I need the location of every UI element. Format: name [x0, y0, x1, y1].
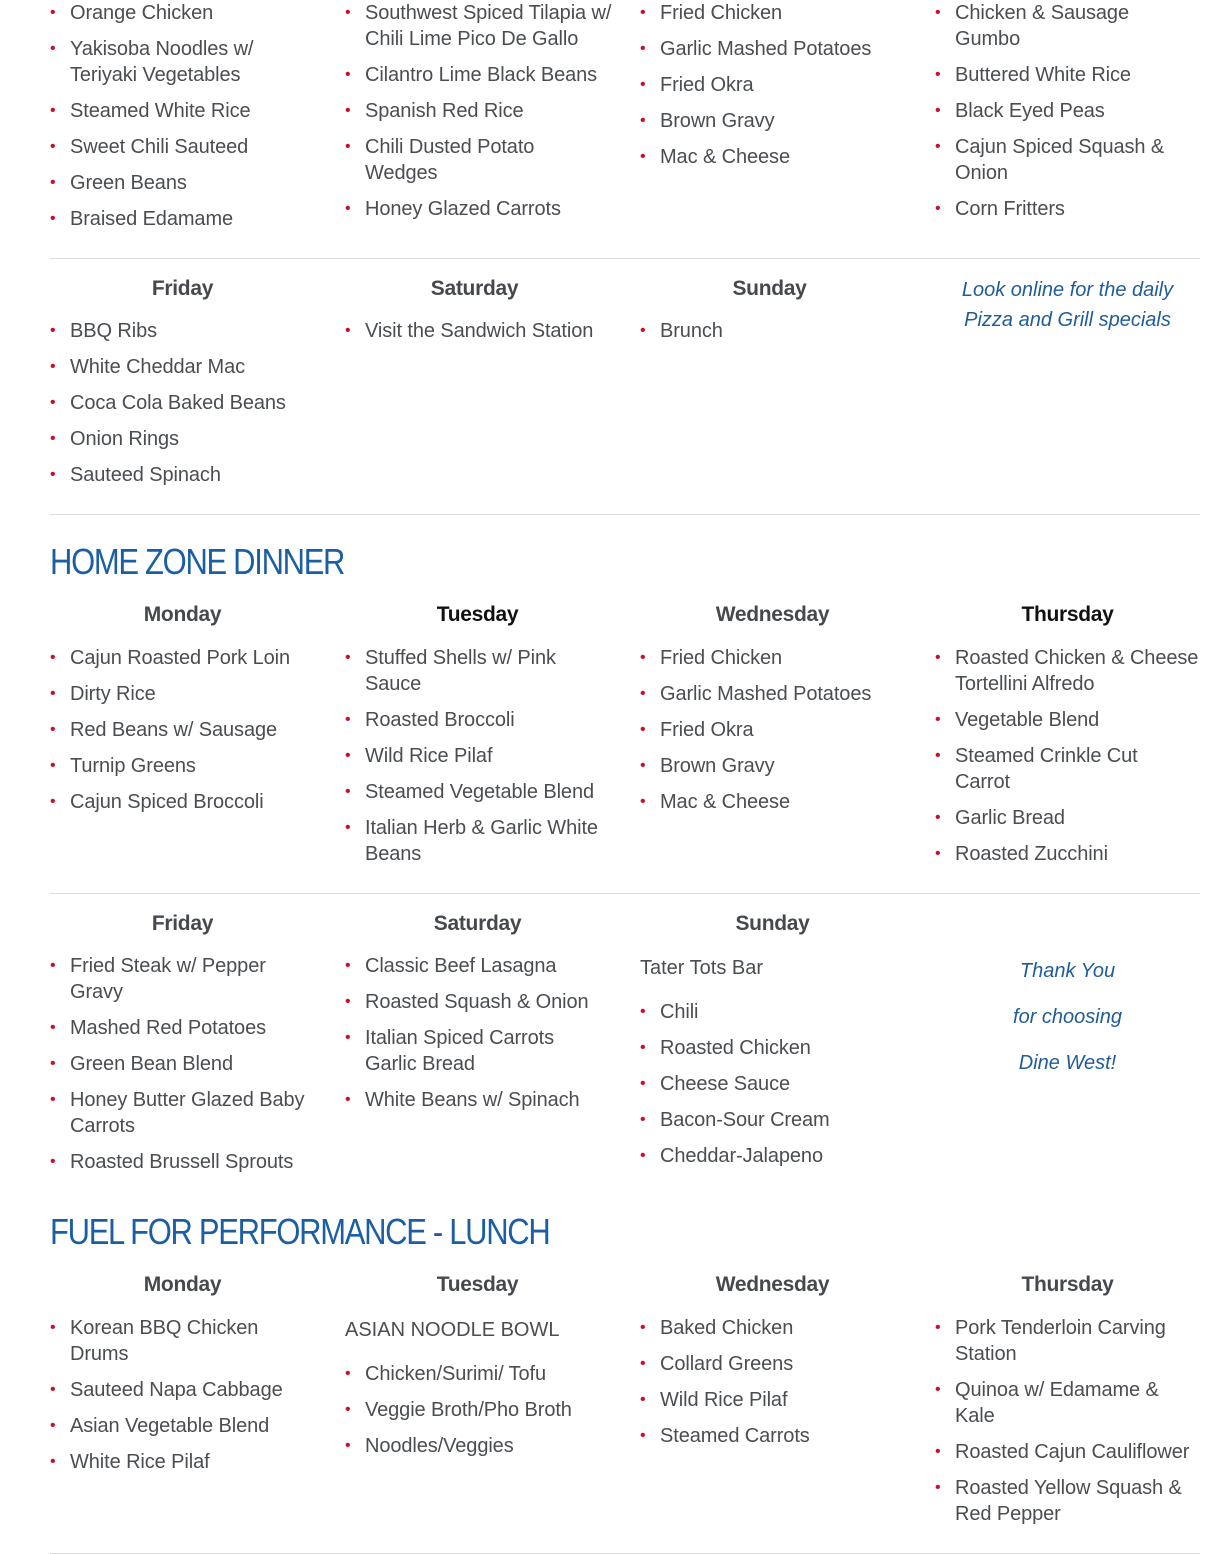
top-weekend-row — [50, 274, 1200, 498]
list-item: • Fried Okra — [640, 74, 754, 96]
bullet-icon: • — [50, 4, 56, 21]
bullet-icon: • — [50, 1319, 56, 1336]
list-item: • Asian Vegetable Blend — [50, 1415, 270, 1437]
day-column-friday — [50, 909, 345, 1185]
list-item: • Steamed Vegetable Blend — [345, 781, 594, 803]
list-item: • White Beans w/ Spinach — [345, 1089, 580, 1111]
dinner-weekday-row — [50, 600, 1200, 877]
menu-column — [345, 0, 640, 242]
list-item: • Chicken/Surimi/ Tofu — [345, 1363, 547, 1385]
bullet-icon: • — [50, 1381, 56, 1398]
bullet-icon: • — [935, 649, 941, 666]
list-item: • Roasted Squash & Onion — [345, 991, 589, 1013]
list-item: • Steamed Carrots — [640, 1425, 810, 1447]
bullet-icon: • — [640, 76, 646, 93]
bullet-icon: • — [640, 1319, 646, 1336]
list-item: • Stuffed Shells w/ Pink Sauce — [345, 647, 556, 695]
bullet-icon: • — [640, 721, 646, 738]
list-item: • BBQ Ribs — [50, 320, 158, 342]
list-item: • Italian Spiced Carrots Garlic Bread — [345, 1027, 555, 1075]
bullet-icon: • — [640, 1075, 646, 1092]
bullet-icon: • — [50, 685, 56, 702]
bullet-icon: • — [50, 322, 56, 339]
day-column-saturday — [345, 274, 640, 498]
day-header: Saturday — [430, 277, 519, 300]
list-item: • Fried Chicken — [640, 2, 783, 24]
list-item: • Cheddar-Jalapeno — [640, 1145, 823, 1167]
list-item: • Garlic Mashed Potatoes — [640, 38, 872, 60]
bullet-icon: • — [640, 1111, 646, 1128]
list-item: • Spanish Red Rice — [345, 100, 524, 122]
list-item: • Mashed Red Potatoes — [50, 1017, 267, 1039]
bullet-icon: • — [935, 845, 941, 862]
day-column-tuesday — [345, 600, 640, 877]
bullet-icon: • — [345, 783, 351, 800]
bullet-icon: • — [345, 66, 351, 83]
specials-note — [935, 274, 1200, 498]
day-header: Sunday — [732, 277, 807, 300]
bullet-icon: • — [50, 102, 56, 119]
bullet-icon: • — [935, 66, 941, 83]
section-title-fuel-for-performance-lunch: FUEL FOR PERFORMANCE - LUNCH — [50, 1211, 550, 1252]
bullet-icon: • — [50, 466, 56, 483]
divider — [50, 514, 1200, 515]
item-list — [640, 645, 935, 815]
bullet-icon: • — [640, 757, 646, 774]
bullet-icon: • — [345, 957, 351, 974]
list-item: • Garlic Bread — [935, 807, 1065, 829]
menu-column — [935, 0, 1200, 242]
list-item: • Veggie Broth/Pho Broth — [345, 1399, 572, 1421]
list-item: • Chili — [640, 1001, 699, 1023]
bullet-icon: • — [50, 430, 56, 447]
item-list — [640, 1315, 935, 1449]
item-list — [50, 953, 345, 1175]
list-item: • Coca Cola Baked Beans — [50, 392, 286, 414]
item-list — [935, 645, 1200, 867]
item-list — [935, 0, 1200, 222]
list-item: • Fried Chicken — [640, 647, 783, 669]
day-column-wednesday — [640, 600, 935, 877]
list-item: • Wild Rice Pilaf — [345, 745, 493, 767]
day-header: Friday — [151, 912, 214, 935]
bullet-icon: • — [50, 1417, 56, 1434]
bullet-icon: • — [345, 819, 351, 836]
bullet-icon: • — [50, 1091, 56, 1108]
bullet-icon: • — [50, 1153, 56, 1170]
bullet-icon: • — [50, 138, 56, 155]
list-item: • Mac & Cheese — [640, 146, 790, 168]
bullet-icon: • — [345, 711, 351, 728]
list-item: • Quinoa w/ Edamame & Kale — [935, 1379, 1159, 1427]
list-item: • Steamed Crinkle Cut Carrot — [935, 745, 1138, 793]
bullet-icon: • — [935, 711, 941, 728]
menu-column — [640, 0, 935, 242]
bullet-icon: • — [50, 1453, 56, 1470]
bullet-icon: • — [935, 1443, 941, 1460]
bullet-icon: • — [50, 174, 56, 191]
item-list — [50, 1315, 345, 1475]
station-subtitle: ASIAN NOODLE BOWL — [345, 1319, 560, 1341]
item-list — [345, 953, 640, 1113]
note-line: Dine West! — [1018, 1052, 1117, 1074]
bullet-icon: • — [345, 1029, 351, 1046]
note-line: Thank You — [1019, 960, 1116, 982]
bullet-icon: • — [50, 394, 56, 411]
list-item: • Honey Glazed Carrots — [345, 198, 561, 220]
divider — [50, 893, 1200, 894]
item-list — [50, 0, 345, 232]
list-item: • Noodles/Veggies — [345, 1435, 514, 1457]
thank-you-note — [935, 909, 1200, 1185]
list-item: • Collard Greens — [640, 1353, 794, 1375]
bullet-icon: • — [640, 1003, 646, 1020]
bullet-icon: • — [640, 322, 646, 339]
day-column-wednesday — [640, 1270, 935, 1537]
bullet-icon: • — [640, 1147, 646, 1164]
item-list — [640, 0, 935, 170]
bullet-icon: • — [640, 112, 646, 129]
day-header: Saturday — [433, 912, 522, 935]
item-list — [345, 318, 640, 344]
list-item: • Honey Butter Glazed Baby Carrots — [50, 1089, 305, 1137]
day-column-thursday — [935, 600, 1200, 877]
bullet-icon: • — [640, 1427, 646, 1444]
list-item: • Baked Chicken — [640, 1317, 794, 1339]
bullet-icon: • — [935, 102, 941, 119]
bullet-icon: • — [50, 793, 56, 810]
day-header: Thursday — [1021, 1273, 1114, 1296]
bullet-icon: • — [345, 322, 351, 339]
day-header: Tuesday — [436, 603, 519, 626]
list-item: • Green Bean Blend — [50, 1053, 233, 1075]
list-item: • Fried Steak w/ Pepper Gravy — [50, 955, 266, 1003]
list-item: • Cajun Spiced Squash & Onion — [935, 136, 1165, 184]
list-item: • Orange Chicken — [50, 2, 214, 24]
day-header: Monday — [143, 603, 222, 626]
list-item: • Fried Okra — [640, 719, 754, 741]
bullet-icon: • — [345, 993, 351, 1010]
bullet-icon: • — [345, 747, 351, 764]
list-item: • Chicken & Sausage Gumbo — [935, 2, 1129, 50]
list-item: • Vegetable Blend — [935, 709, 1100, 731]
list-item: • Dirty Rice — [50, 683, 156, 705]
bullet-icon: • — [50, 757, 56, 774]
item-list — [640, 999, 935, 1169]
list-item: • Buttered White Rice — [935, 64, 1131, 86]
bullet-icon: • — [50, 210, 56, 227]
list-item: • Chili Dusted Potato Wedges — [345, 136, 535, 184]
bullet-icon: • — [345, 1437, 351, 1454]
bullet-icon: • — [50, 1019, 56, 1036]
list-item: • Visit the Sandwich Station — [345, 320, 594, 342]
bullet-icon: • — [935, 747, 941, 764]
bullet-icon: • — [640, 148, 646, 165]
list-item: • Braised Edamame — [50, 208, 234, 230]
list-item: • Yakisoba Noodles w/ Teriyaki Vegetables — [50, 38, 254, 86]
bullet-icon: • — [50, 1055, 56, 1072]
list-item: • Italian Herb & Garlic White Beans — [345, 817, 598, 865]
section-title-home-zone-dinner: HOME ZONE DINNER — [50, 541, 345, 582]
bullet-icon: • — [935, 4, 941, 21]
bullet-icon: • — [50, 649, 56, 666]
list-item: • Cheese Sauce — [640, 1073, 791, 1095]
bullet-icon: • — [935, 200, 941, 217]
day-header: Sunday — [735, 912, 810, 935]
bullet-icon: • — [50, 358, 56, 375]
bullet-icon: • — [935, 809, 941, 826]
list-item: • White Cheddar Mac — [50, 356, 246, 378]
bullet-icon: • — [50, 721, 56, 738]
dinner-weekend-row — [50, 909, 1200, 1185]
bullet-icon: • — [345, 102, 351, 119]
station-subtitle: Tater Tots Bar — [640, 957, 764, 979]
list-item: • Cajun Roasted Pork Loin — [50, 647, 291, 669]
bullet-icon: • — [345, 649, 351, 666]
list-item: • Cilantro Lime Black Beans — [345, 64, 598, 86]
bullet-icon: • — [640, 793, 646, 810]
item-list — [345, 1361, 640, 1459]
list-item: • Roasted Cajun Cauliflower — [935, 1441, 1190, 1463]
list-item: • Roasted Chicken & Cheese Tortellini Alfredo — [935, 647, 1199, 695]
bullet-icon: • — [345, 138, 351, 155]
list-item: • Sweet Chili Sauteed — [50, 136, 249, 158]
bullet-icon: • — [345, 1401, 351, 1418]
note-line: Look online for the daily — [961, 279, 1174, 301]
bullet-icon: • — [935, 1479, 941, 1496]
day-column-monday — [50, 1270, 345, 1537]
bullet-icon: • — [345, 4, 351, 21]
bullet-icon: • — [50, 40, 56, 57]
item-list — [50, 318, 345, 488]
day-column-monday — [50, 600, 345, 877]
note-line: Pizza and Grill specials — [964, 309, 1171, 331]
bullet-icon: • — [345, 1365, 351, 1382]
list-item: • Cajun Spiced Broccoli — [50, 791, 264, 813]
list-item: • Roasted Zucchini — [935, 843, 1108, 865]
item-list — [640, 318, 935, 344]
list-item: • Bacon-Sour Cream — [640, 1109, 830, 1131]
list-item: • Pork Tenderloin Carving Station — [935, 1317, 1166, 1365]
list-item: • Steamed White Rice — [50, 100, 251, 122]
bullet-icon: • — [640, 1355, 646, 1372]
list-item: • Corn Fritters — [935, 198, 1065, 220]
day-header: Wednesday — [715, 1273, 830, 1296]
list-item: • Sauteed Napa Cabbage — [50, 1379, 283, 1401]
bullet-icon: • — [935, 1319, 941, 1336]
item-list — [345, 0, 640, 222]
bullet-icon: • — [935, 138, 941, 155]
day-column-thursday — [935, 1270, 1200, 1537]
list-item: • Korean BBQ Chicken Drums — [50, 1317, 259, 1365]
list-item: • Brunch — [640, 320, 723, 342]
bullet-icon: • — [50, 957, 56, 974]
bullet-icon: • — [935, 1381, 941, 1398]
day-header: Friday — [151, 277, 214, 300]
day-column-saturday — [345, 909, 640, 1185]
bullet-icon: • — [345, 1091, 351, 1108]
day-header: Monday — [143, 1273, 222, 1296]
day-header: Wednesday — [715, 603, 830, 626]
list-item: • Brown Gravy — [640, 110, 775, 132]
day-column-tuesday — [345, 1270, 640, 1537]
list-item: • Turnip Greens — [50, 755, 196, 777]
list-item: • Southwest Spiced Tilapia w/ Chili Lime Pico De Gallo — [345, 2, 612, 50]
day-header: Tuesday — [436, 1273, 519, 1296]
bullet-icon: • — [640, 649, 646, 666]
divider — [50, 258, 1200, 259]
list-item: • Wild Rice Pilaf — [640, 1389, 788, 1411]
list-item: • Brown Gravy — [640, 755, 775, 777]
day-column-sunday — [640, 274, 935, 498]
day-column-sunday — [640, 909, 935, 1185]
lunch-weekday-row — [50, 1270, 1200, 1537]
day-header: Thursday — [1021, 603, 1114, 626]
list-item: • Classic Beef Lasagna — [345, 955, 557, 977]
list-item: • Mac & Cheese — [640, 791, 790, 813]
list-item: • Sauteed Spinach — [50, 464, 221, 486]
bullet-icon: • — [640, 685, 646, 702]
bullet-icon: • — [640, 40, 646, 57]
list-item: • Roasted Brussell Sprouts — [50, 1151, 294, 1173]
list-item: • Roasted Chicken — [640, 1037, 811, 1059]
note-line: for choosing — [1013, 1006, 1122, 1028]
day-column-friday — [50, 274, 345, 498]
item-list — [935, 1315, 1200, 1527]
bullet-icon: • — [640, 1391, 646, 1408]
menu-column — [50, 0, 345, 242]
list-item: • Green Beans — [50, 172, 187, 194]
list-item: • Garlic Mashed Potatoes — [640, 683, 872, 705]
list-item: • Onion Rings — [50, 428, 179, 450]
top-weekday-row — [50, 0, 1200, 242]
item-list — [345, 645, 640, 867]
list-item: • Roasted Yellow Squash & Red Pepper — [935, 1477, 1182, 1525]
bullet-icon: • — [345, 200, 351, 217]
item-list — [50, 645, 345, 815]
list-item: • Black Eyed Peas — [935, 100, 1105, 122]
list-item: • Roasted Broccoli — [345, 709, 515, 731]
bullet-icon: • — [640, 4, 646, 21]
list-item: • Red Beans w/ Sausage — [50, 719, 278, 741]
list-item: • White Rice Pilaf — [50, 1451, 210, 1473]
bullet-icon: • — [640, 1039, 646, 1056]
